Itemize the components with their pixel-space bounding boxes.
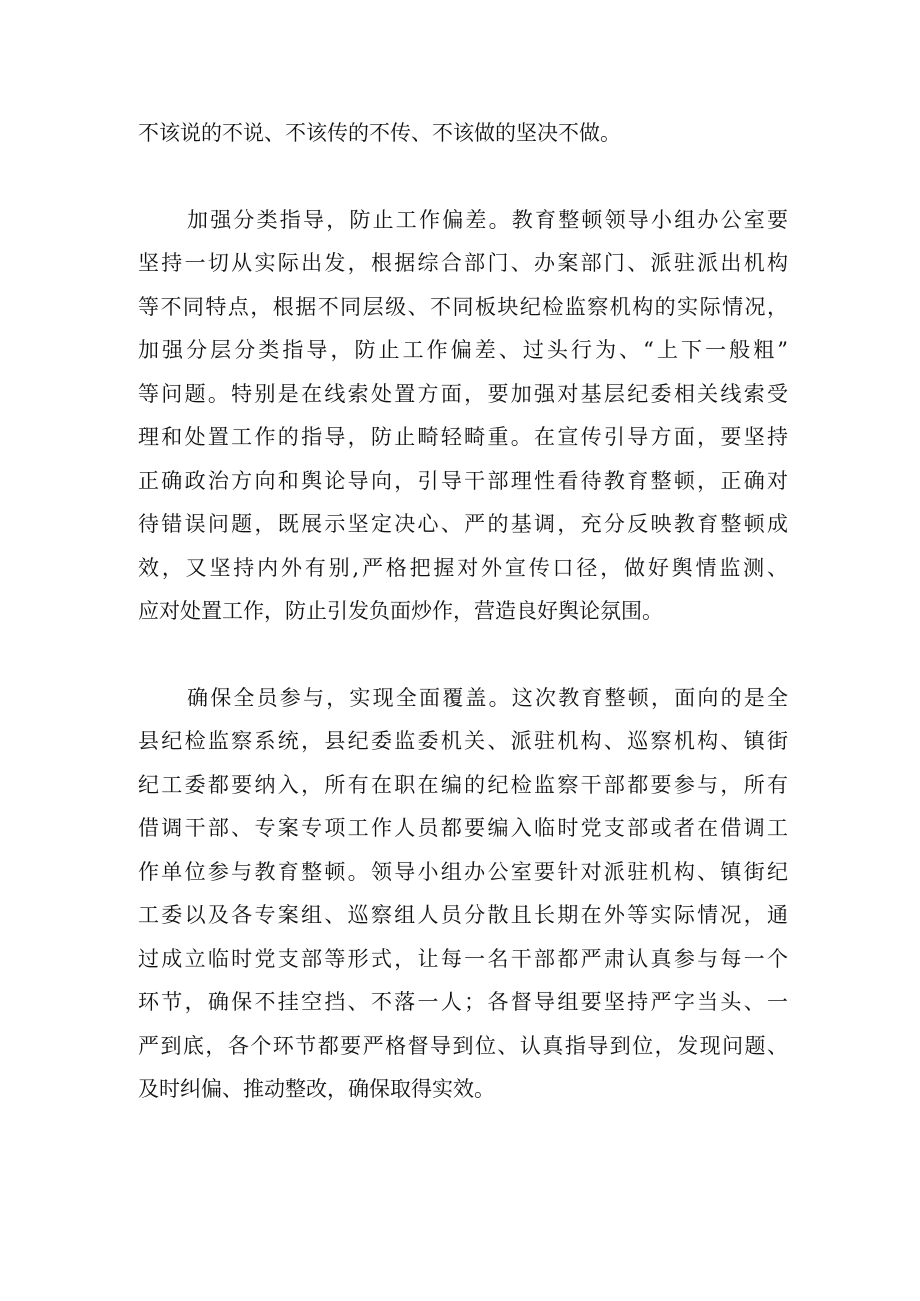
paragraph-2-line-9: 效，又坚持内外有别,严格把握对外宣传口径，做好舆情监测、 [138, 556, 788, 580]
paragraph-2-line-4: 加强分层分类指导，防止工作偏差、过头行为、“上下一般粗” [138, 338, 788, 362]
paragraph-2-line-3: 等不同特点，根据不同层级、不同板块纪检监察机构的实际情况， [138, 295, 788, 319]
paragraph-3-line-1: 确保全员参与，实现全面覆盖。这次教育整顿，面向的是全 [187, 686, 788, 710]
paragraph-2-line-5: 等问题。特别是在线索处置方面，要加强对基层纪委相关线索受 [138, 382, 788, 406]
paragraph-3-line-7: 过成立临时党支部等形式，让每一名干部都严肃认真参与每一个 [138, 947, 788, 971]
paragraph-2-line-6: 理和处置工作的指导，防止畸轻畸重。在宣传引导方面，要坚持 [138, 425, 788, 449]
paragraph-2-line-2: 坚持一切从实际出发，根据综合部门、办案部门、派驻派出机构 [138, 251, 788, 275]
paragraph-3-line-5: 作单位参与教育整顿。领导小组办公室要针对派驻机构、镇街纪 [138, 860, 788, 884]
paragraph-3-line-4: 借调干部、专案专项工作人员都要编入临时党支部或者在借调工 [138, 816, 788, 840]
paragraph-2-line-1: 加强分类指导，防止工作偏差。教育整顿领导小组办公室要 [187, 208, 788, 232]
paragraph-3-line-2: 县纪检监察系统，县纪委监委机关、派驻机构、巡察机构、镇街 [138, 729, 788, 753]
paragraph-2-line-10: 应对处置工作，防止引发负面炒作，营造良好舆论氛围。 [138, 599, 663, 623]
paragraph-3-line-8: 环节，确保不挂空挡、不落一人；各督导组要坚持严字当头、一 [138, 990, 788, 1014]
paragraph-2-line-8: 待错误问题，既展示坚定决心、严的基调，充分反映教育整顿成 [138, 512, 788, 536]
paragraph-3-line-9: 严到底，各个环节都要严格督导到位、认真指导到位，发现问题、 [138, 1034, 788, 1058]
paragraph-1-line-1: 不该说的不说、不该传的不传、不该做的坚决不做。 [138, 121, 621, 145]
paragraph-3-line-10: 及时纠偏、推动整改，确保取得实效。 [138, 1077, 495, 1101]
paragraph-3-line-3: 纪工委都要纳入，所有在职在编的纪检监察干部都要参与，所有 [138, 773, 788, 797]
paragraph-3-line-6: 工委以及各专案组、巡察组人员分散且长期在外等实际情况，通 [138, 903, 788, 927]
paragraph-2-line-7: 正确政治方向和舆论导向，引导干部理性看待教育整顿，正确对 [138, 469, 788, 493]
